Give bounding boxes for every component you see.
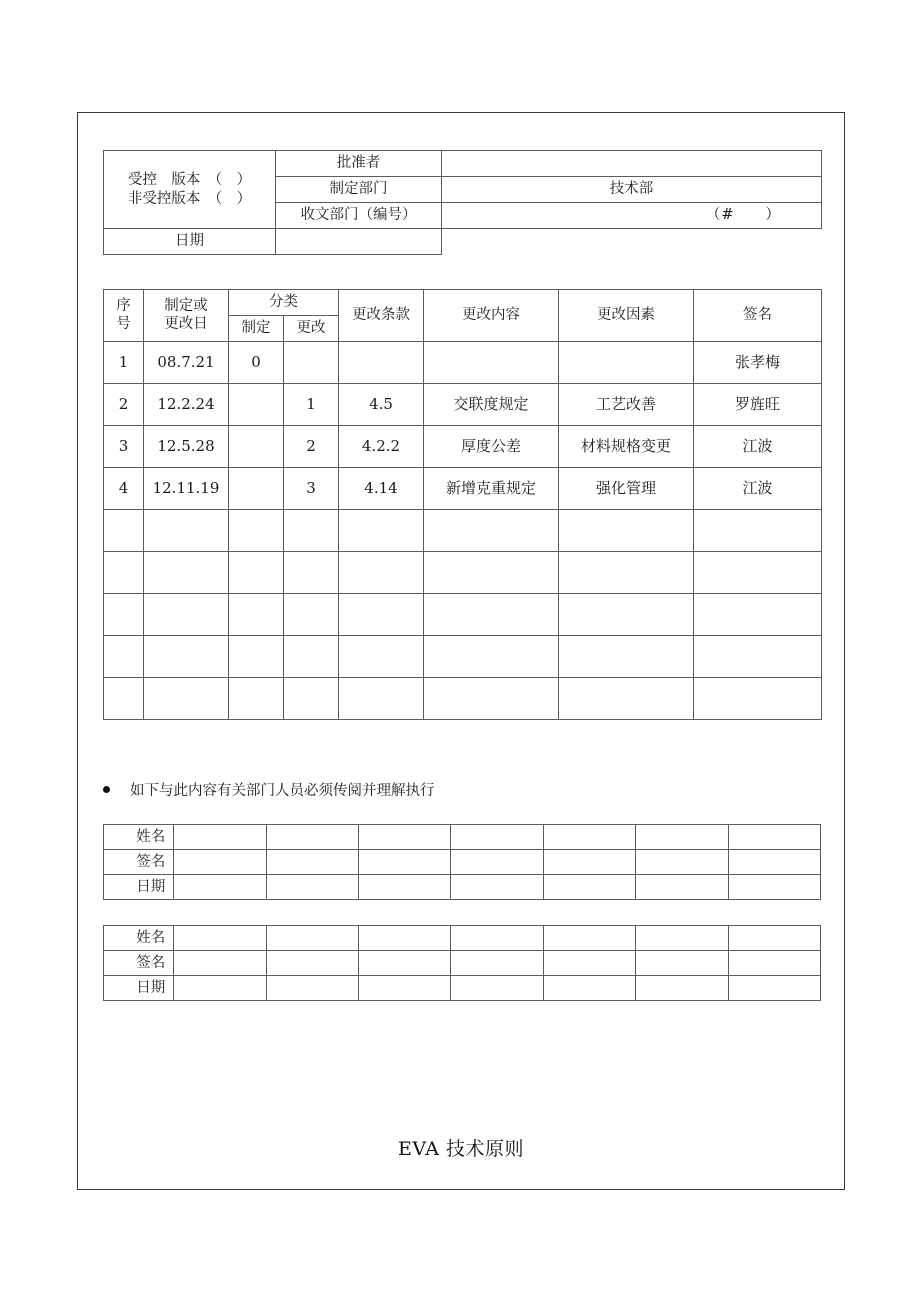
cell-make [229, 426, 284, 468]
table-row [104, 976, 821, 1001]
cell-signature [694, 594, 822, 636]
date-value [276, 229, 442, 255]
cell-seq [104, 678, 144, 720]
column-header-factor: 更改因素 [559, 290, 694, 342]
cell-clause: 4.14 [339, 468, 424, 510]
sig2-signature-cell[interactable] [451, 951, 543, 976]
column-header-category-make: 制定 [229, 316, 284, 342]
cell-make [229, 552, 284, 594]
sig1-signature-cell[interactable] [359, 850, 451, 875]
cell-change: 1 [284, 384, 339, 426]
table-header-row [104, 290, 822, 316]
cell-content: 交联度规定 [424, 384, 559, 426]
table-row [104, 875, 821, 900]
sig1-name-cell[interactable] [636, 825, 728, 850]
cell-content [424, 510, 559, 552]
sig1-name-cell[interactable] [174, 825, 266, 850]
sig2-row-label-name: 姓名 [104, 926, 174, 951]
sig1-date-cell[interactable] [636, 875, 728, 900]
issuing-department-value: 技术部 [442, 177, 822, 203]
cell-date [144, 636, 229, 678]
sig2-date-cell[interactable] [174, 976, 266, 1001]
table-row [104, 850, 821, 875]
table-row [104, 151, 822, 177]
table-row [104, 342, 822, 384]
date-header-line1: 制定或 [164, 298, 208, 315]
cell-date [144, 510, 229, 552]
cell-date [144, 552, 229, 594]
cell-clause [339, 636, 424, 678]
cell-seq: 3 [104, 426, 144, 468]
control-block-table [103, 150, 822, 255]
cell-clause: 4.2.2 [339, 426, 424, 468]
cell-content [424, 552, 559, 594]
sig1-signature-cell[interactable] [451, 850, 543, 875]
seq-header-line1: 序 [116, 298, 131, 315]
cell-clause: 4.5 [339, 384, 424, 426]
cell-factor: 工艺改善 [559, 384, 694, 426]
table-row [104, 384, 822, 426]
issuing-department-label: 制定部门 [276, 177, 442, 203]
table-row [104, 468, 822, 510]
sig1-date-cell[interactable] [728, 875, 820, 900]
sig2-signature-cell[interactable] [728, 951, 820, 976]
footer-document-title: EVA 技术原则 [397, 1138, 525, 1160]
cell-make [229, 594, 284, 636]
cell-seq [104, 594, 144, 636]
cell-clause [339, 594, 424, 636]
column-header-category-change: 更改 [284, 316, 339, 342]
signature-table-1 [103, 824, 821, 900]
cell-change: 2 [284, 426, 339, 468]
cell-seq [104, 510, 144, 552]
sig1-signature-cell[interactable] [266, 850, 358, 875]
cell-make [229, 678, 284, 720]
cell-factor [559, 636, 694, 678]
cell-signature: 罗旌旺 [694, 384, 822, 426]
cell-signature [694, 636, 822, 678]
sig2-signature-cell[interactable] [266, 951, 358, 976]
sig2-name-cell[interactable] [451, 926, 543, 951]
column-header-date [144, 290, 229, 342]
signature-table-2 [103, 925, 821, 1001]
table-row [104, 678, 822, 720]
cell-signature [694, 510, 822, 552]
cell-clause [339, 342, 424, 384]
sig2-date-cell[interactable] [543, 976, 635, 1001]
sig2-name-cell[interactable] [359, 926, 451, 951]
column-header-clause: 更改条款 [339, 290, 424, 342]
cell-content [424, 636, 559, 678]
cell-change: 3 [284, 468, 339, 510]
cell-clause [339, 678, 424, 720]
sig2-name-cell[interactable] [174, 926, 266, 951]
cell-change [284, 636, 339, 678]
cell-date [144, 678, 229, 720]
sig2-name-cell[interactable] [636, 926, 728, 951]
cell-signature: 张孝梅 [694, 342, 822, 384]
sig1-name-cell[interactable] [728, 825, 820, 850]
sig2-date-cell[interactable] [266, 976, 358, 1001]
cell-date: 12.2.24 [144, 384, 229, 426]
cell-content [424, 594, 559, 636]
cell-date: 12.11.19 [144, 468, 229, 510]
cell-seq [104, 552, 144, 594]
sig1-row-label-signature: 签名 [104, 850, 174, 875]
sig2-row-label-date: 日期 [104, 976, 174, 1001]
cell-make [229, 384, 284, 426]
cell-signature [694, 552, 822, 594]
uncontrolled-version-line: 非受控版本 （ ） [127, 190, 252, 207]
cell-signature [694, 678, 822, 720]
table-row [104, 594, 822, 636]
cell-signature: 江波 [694, 426, 822, 468]
cell-seq: 2 [104, 384, 144, 426]
sig2-name-cell[interactable] [543, 926, 635, 951]
seq-header-line2: 号 [116, 315, 131, 332]
sig1-date-cell[interactable] [266, 875, 358, 900]
date-header-line2: 更改日 [164, 315, 208, 332]
sig2-name-cell[interactable] [728, 926, 820, 951]
sig2-date-cell[interactable] [451, 976, 543, 1001]
cell-factor [559, 552, 694, 594]
sig1-name-cell[interactable] [359, 825, 451, 850]
approver-label: 批准者 [276, 151, 442, 177]
receiving-department-label: 收文部门（编号） [276, 203, 442, 229]
cell-clause [339, 552, 424, 594]
column-header-signature: 签名 [694, 290, 822, 342]
table-row [104, 926, 821, 951]
sig1-name-cell[interactable] [543, 825, 635, 850]
cell-seq: 1 [104, 342, 144, 384]
cell-date: 08.7.21 [144, 342, 229, 384]
cell-factor [559, 510, 694, 552]
cell-date [144, 594, 229, 636]
cell-date: 12.5.28 [144, 426, 229, 468]
cell-clause [339, 510, 424, 552]
change-record-table [103, 289, 822, 720]
distribution-note-text: 如下与此内容有关部门人员必须传阅并理解执行 [130, 783, 435, 799]
table-row [104, 552, 822, 594]
cell-factor [559, 342, 694, 384]
date-label: 日期 [104, 229, 276, 255]
sig1-row-label-name: 姓名 [104, 825, 174, 850]
distribution-note [103, 779, 435, 800]
cell-factor: 强化管理 [559, 468, 694, 510]
table-row [104, 426, 822, 468]
sig2-signature-cell[interactable] [174, 951, 266, 976]
cell-make: 0 [229, 342, 284, 384]
cell-content [424, 342, 559, 384]
column-header-category: 分类 [229, 290, 339, 316]
sig2-name-cell[interactable] [266, 926, 358, 951]
sig1-name-cell[interactable] [451, 825, 543, 850]
sig1-signature-cell[interactable] [543, 850, 635, 875]
cell-change [284, 342, 339, 384]
bullet-icon [103, 786, 110, 793]
receiving-department-value: （# ） [442, 203, 822, 229]
table-row [104, 229, 822, 255]
cell-change [284, 678, 339, 720]
sig2-date-cell[interactable] [728, 976, 820, 1001]
cell-factor [559, 678, 694, 720]
sig2-signature-cell[interactable] [636, 951, 728, 976]
version-control-cell [104, 151, 276, 229]
cell-change [284, 510, 339, 552]
column-header-seq [104, 290, 144, 342]
cell-change [284, 552, 339, 594]
sig1-signature-cell[interactable] [174, 850, 266, 875]
sig1-date-cell[interactable] [359, 875, 451, 900]
cell-signature: 江波 [694, 468, 822, 510]
cell-content: 新增克重规定 [424, 468, 559, 510]
sig2-signature-cell[interactable] [543, 951, 635, 976]
sig1-date-cell[interactable] [451, 875, 543, 900]
cell-content [424, 678, 559, 720]
sig1-signature-cell[interactable] [728, 850, 820, 875]
cell-seq: 4 [104, 468, 144, 510]
column-header-content: 更改内容 [424, 290, 559, 342]
table-row [104, 825, 821, 850]
cell-change [284, 594, 339, 636]
cell-make [229, 510, 284, 552]
cell-factor: 材料规格变更 [559, 426, 694, 468]
cell-make [229, 468, 284, 510]
sig1-row-label-date: 日期 [104, 875, 174, 900]
sig1-date-cell[interactable] [543, 875, 635, 900]
document-page [77, 112, 845, 1190]
sig2-date-cell[interactable] [359, 976, 451, 1001]
cell-factor [559, 594, 694, 636]
sig1-date-cell[interactable] [174, 875, 266, 900]
controlled-version-line: 受控 版本 （ ） [127, 172, 252, 189]
table-row [104, 951, 821, 976]
table-row [104, 510, 822, 552]
cell-seq [104, 636, 144, 678]
cell-make [229, 636, 284, 678]
approver-value [442, 151, 822, 177]
sig2-signature-cell[interactable] [359, 951, 451, 976]
table-row [104, 636, 822, 678]
sig2-row-label-signature: 签名 [104, 951, 174, 976]
sig1-signature-cell[interactable] [636, 850, 728, 875]
sig2-date-cell[interactable] [636, 976, 728, 1001]
cell-content: 厚度公差 [424, 426, 559, 468]
sig1-name-cell[interactable] [266, 825, 358, 850]
